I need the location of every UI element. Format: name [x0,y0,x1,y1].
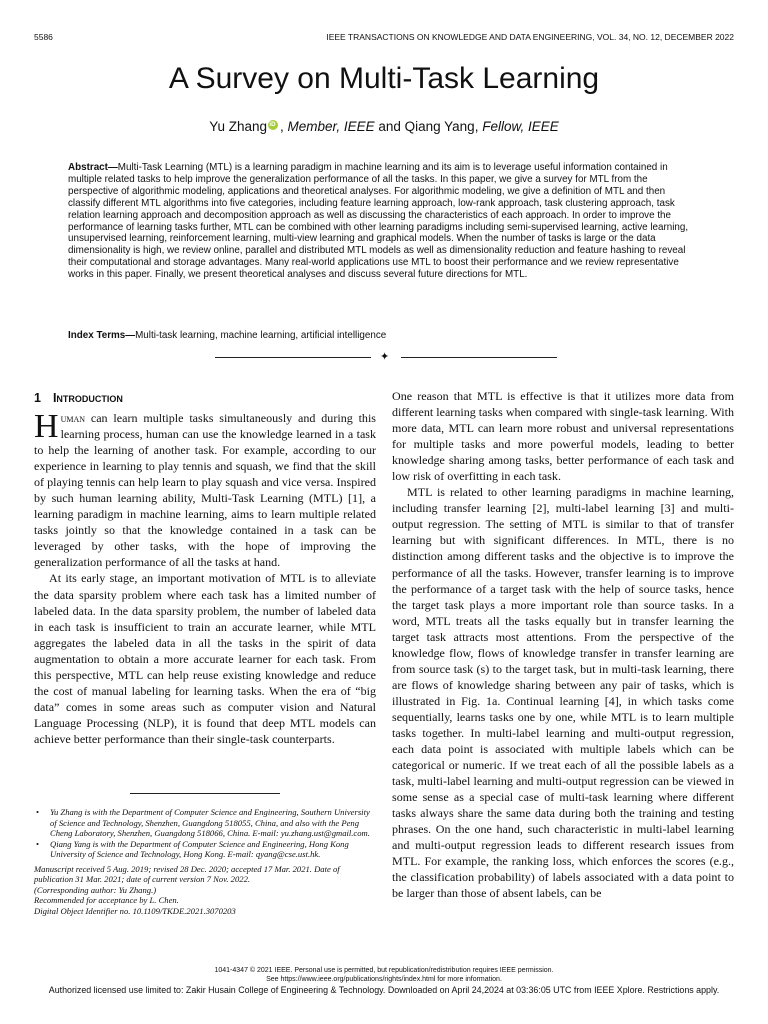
footnote-rule [130,793,280,794]
author-role-2: Fellow, IEEE [482,119,559,134]
dropcap: H [34,408,59,445]
orcid-icon[interactable] [268,120,278,130]
divider-line-right [401,357,557,358]
footnote-affiliation-1: • Yu Zhang is with the Department of Computer Science and Engineering, Southern University of Science and Technology, Shenzhen, Guangdong 518055, China, and also with the Peng Cheng Laboratory, Shenzhen, Guangdong 518066, China. E-mail: yu.zhang.ust@gmail.com. [34,807,376,839]
copyright-line-1: 1041-4347 © 2021 IEEE. Personal use is permitted, but republication/redistribution requires IEEE permission. [214,967,554,974]
paragraph [34,410,376,570]
left-column [34,410,376,747]
manuscript-history: Manuscript received 5 Aug. 2019; revised 28 Dec. 2020; accepted 17 Mar. 2021. Date of publication 31 Mar. 2021; date of current version 7 Nov. 2022. [34,863,340,885]
footnotes [34,807,376,916]
abstract [68,162,699,281]
author-role-1: Member, IEEE [287,119,375,134]
copyright-line-2: See https://www.ieee.org/publications/rights/index.html for more information. [266,975,502,983]
abstract-text: Multi-Task Learning (MTL) is a learning paradigm in machine learning and its aim is to leverage useful information contained in multiple related tasks to help improve the generalization performance of all the tasks. In this paper, we give a survey for MTL from the perspective of algorithmic modeling, applications and theoretical analyses. For algorithmic modeling, we give a definition of MTL and then classify different MTL algorithms into five categories, including feature learning approach, low-rank approach, task clustering approach, task relation learning approach and decomposition approach as well as discussing the characteristics of each approach. In order to improve the performance of learning tasks further, MTL can be combined with other learning paradigms including semi-supervised learning, active learning, unsupervised learning, reinforcement learning, multi-view learning and graphical models. When the number of tasks is large or the data dimensionality is high, we review online, parallel and distributed MTL models as well as dimensionality reduction and feature hashing to reveal their computational and storage advantages. Many real-world applications use MTL to boost their performance and we review representative works in this paper. Finally, we present theoretical analyses and discuss several future directions for MTL. [68,162,689,281]
author-name-1: Yu Zhang [209,119,268,134]
diamond-icon: ✦ [380,351,390,363]
abstract-label: Abstract— [68,162,118,173]
lead-smallcaps: uman [60,411,86,425]
author-name-2: and Qiang Yang, [378,119,479,134]
recommended-by: Recommended for acceptance by L. Chen. [34,895,179,906]
author-line: Yu ZhangiD , Member, IEEE and Qiang Yang, Fellow, IEEE [0,119,768,134]
index-terms [68,330,699,342]
paragraph-text: can learn multiple tasks simultaneously and during this learning process, human can use the knowledge learned in a task to help the learning of another task. For example, according to our experience in learning to play tennis and squash, we find that the skill of playing tennis can help learn to play squash and vice versa. Inspired by such human learning ability, Multi-Task Learning (MTL) [1], a learning paradigm in machine learning, aims to learn multiple related tasks jointly so that the knowledge contained in a task can be leveraged by other tasks, with the hope of improving the generalization performance of all the tasks at hand. [34,411,376,570]
authorized-use-notice: Authorized licensed use limited to: Zakir Husain College of Engineering & Technology. Downloaded on April 24,2024 at 03:36:05 UTC from IEEE Xplore. Restrictions apply. [48,985,720,995]
doi: Digital Object Identifier no. 10.1109/TKDE.2021.3070203 [34,905,236,916]
paragraph: At its early stage, an important motivation of MTL is to alleviate the data sparsity problem where each task has a limited number of labeled data. In the data sparsity problem, the number of labeled data in each task is insufficient to train an accurate learner, while MTL aggregates the labeled data in all the tasks in the spirit of data augmentation to obtain a more accurate learner for each task. From this perspective, MTL can help reuse existing knowledge and reduce the cost of manual labeling for learning tasks. When the era of “big data” comes in some areas such as computer vision and Natural Language Processing (NLP), it is found that deep MTL models can achieve better performance than their single-task counterparts. [34,571,376,746]
footnote-affiliation-2: • Qiang Yang is with the Department of Computer Science and Engineering, Hong Kong University of Science and Technology, Hong Kong. E-mail: qyang@cse.ust.hk. [34,839,376,860]
paper-title: A Survey on Multi-Task Learning [168,62,600,95]
paragraph: One reason that MTL is effective is that it utilizes more data from different learning tasks when compared with single-task learning. With more data, MTL can learn more robust and universal representations for multiple tasks and more powerful models, leading to better knowledge sharing among tasks, better performance of each task and low risk of overfitting in each task. [392,389,734,484]
right-column [392,388,734,902]
section-heading [34,391,123,405]
copyright-notice [0,967,768,984]
section-title: Introduction [52,391,123,405]
page-number: 5586 [34,32,53,42]
index-terms-label: Index Terms— [68,330,136,341]
corresponding-author: (Corresponding author: Yu Zhang.) [34,884,157,895]
journal-header: IEEE TRANSACTIONS ON KNOWLEDGE AND DATA ENGINEERING, VOL. 34, NO. 12, DECEMBER 2022 [326,32,734,42]
paragraph: MTL is related to other learning paradigms in machine learning, including transfer learning [2], multi-label learning [3] and multi-output regression. The setting of MTL is similar to that of transfer learning but with significant differences. In MTL, there is no distinction among different tasks and the objective is to improve the performance of all the tasks. However, transfer learning is to improve the performance of a target task with the help of source tasks, hence the target task plays a more important role than source tasks. In a word, MTL treats all the tasks equally but in transfer learning the target task attracts most attentions. From the perspective of the knowledge flow, flows of knowledge transfer in transfer learning are from source task (s) to the target task, but in multi-task learning, there are flows of knowledge sharing between any pair of tasks, which is illustrated in Fig. 1a. Continual learning [4], in which tasks come sequentially, learns tasks one by one, while MTL is to learn multiple tasks together. In multi-label learning and multi-output regression, each data point is associated with multiple labels which can be categorical or numeric. If we treat each of all the possible labels as a task, multi-label learning and multi-output regression can be viewed in some sense as a special case of multi-task learning where different tasks always share the same data during both the training and testing phrases. On the one hand, such characteristic in multi-label learning and multi-output regression leads to different research issues from MTL. For example, the ranking loss, which enforces the scores (e.g., the classification probability) of labels associated with a data point to be larger than those of absent labels, can be [392,485,734,901]
index-terms-text: Multi-task learning, machine learning, artificial intelligence [135,330,387,341]
section-number: 1 [34,391,41,405]
section-divider [215,350,557,364]
divider-line-left [215,357,371,358]
